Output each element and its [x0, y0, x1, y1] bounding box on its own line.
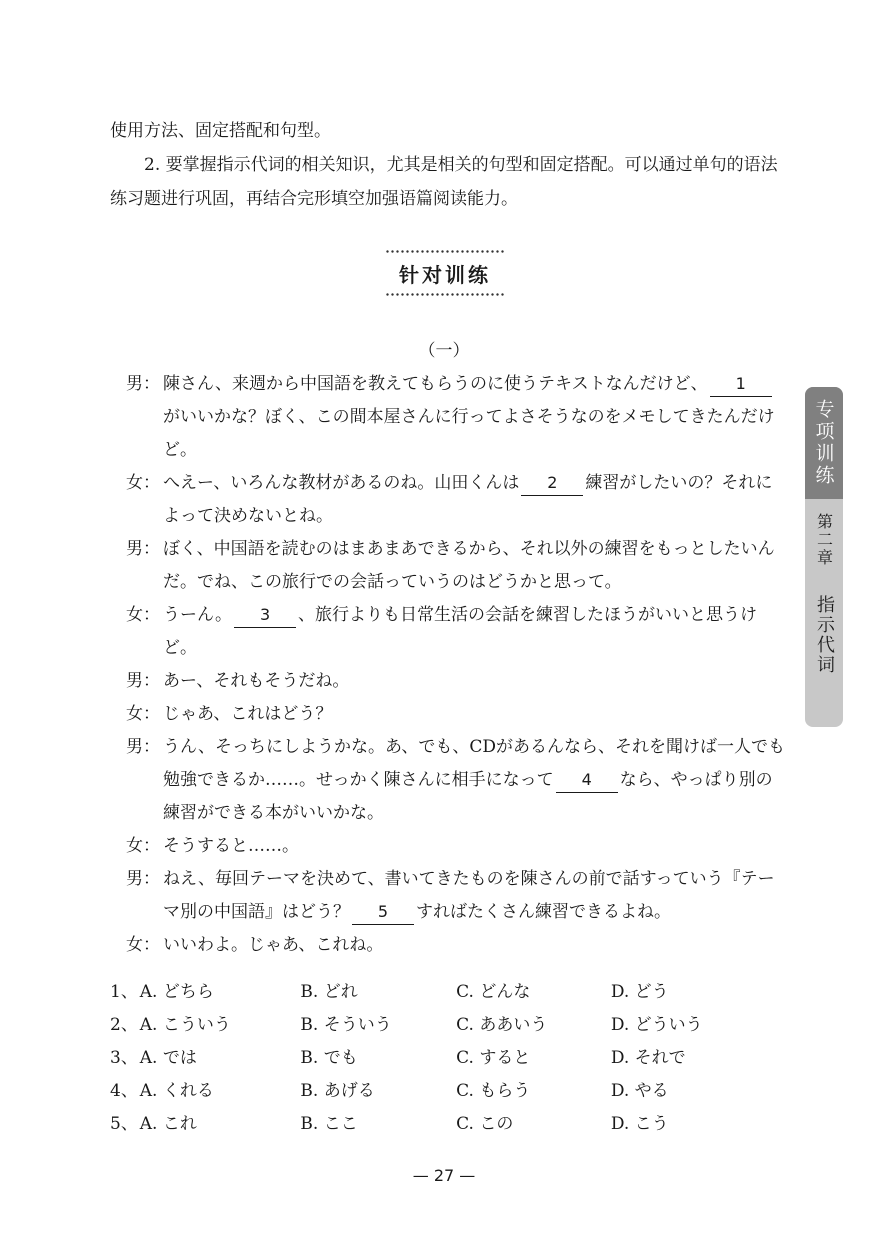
line-text: ぼく、中国語を読むのはまあまあできるから、それ以外の練習をもっとしたいんだ。でね、この旅行での会話っていうのはどうかと思って。	[163, 539, 775, 592]
line-text	[163, 599, 786, 665]
question-number: 2、	[110, 1015, 138, 1035]
dialogue-line	[126, 665, 786, 698]
option-a: A. こういう	[139, 1015, 231, 1035]
option-d: D. やる	[610, 1081, 669, 1101]
answer-options	[110, 976, 710, 1141]
line-text	[163, 467, 786, 533]
speaker: 男：	[126, 671, 160, 691]
question-number: 5、	[110, 1114, 138, 1134]
dialogue	[126, 368, 786, 962]
question-number: 4、	[110, 1081, 138, 1101]
option-b: B. ここ	[300, 1114, 358, 1134]
dialogue-line	[126, 533, 786, 599]
option-a: A. くれる	[139, 1081, 214, 1101]
dialogue-line	[126, 698, 786, 731]
option-a: A. どちら	[139, 982, 214, 1002]
speaker: 男：	[126, 737, 160, 757]
line-text-after: 、旅行よりも日常生活の会話を練習したほうがいいと思うけど。	[163, 605, 758, 658]
blank-1: 1	[710, 372, 772, 397]
line-text	[163, 863, 786, 929]
line-text-before: 陳さん、来週から中国語を教えてもらうのに使うテキストなんだけど、	[163, 374, 708, 394]
chapter-side-tab	[805, 387, 843, 727]
speaker: 女：	[126, 704, 160, 724]
option-c: C. ああいう	[456, 1015, 548, 1035]
blank-4: 4	[556, 768, 618, 793]
line-text: じゃあ、これはどう？	[163, 704, 333, 724]
option-b: B. そういう	[300, 1015, 392, 1035]
speaker: 女：	[126, 836, 160, 856]
option-c: C. すると	[456, 1048, 531, 1068]
option-c: C. もらう	[456, 1081, 531, 1101]
tab-topic: 指示代词	[814, 595, 835, 675]
dialogue-line	[126, 467, 786, 533]
line-text-before: うん、そっちにしようかな。あ、でも、CDがあるんなら、それを聞けば一人でも勉強できるか……。せっかく陳さんに相手になって	[163, 737, 785, 790]
option-d: D. どう	[610, 982, 669, 1002]
line-text-after: 練習がしたいの？それによって決めないとね。	[163, 473, 773, 526]
option-row	[110, 1042, 710, 1075]
dialogue-line	[126, 929, 786, 962]
line-text: そうすると……。	[163, 836, 299, 856]
dialogue-line	[126, 731, 786, 830]
dialogue-line	[126, 599, 786, 665]
speaker: 男：	[126, 539, 160, 559]
option-c: C. どんな	[456, 982, 531, 1002]
speaker: 男：	[126, 374, 160, 394]
part-label: （一）	[418, 341, 470, 361]
line-text: あー、それもそうだね。	[163, 671, 350, 691]
tab-chapter: 第二章	[814, 513, 834, 567]
line-text-after: すればたくさん練習できるよね。	[416, 902, 671, 922]
blank-2: 2	[521, 471, 583, 496]
tab-category: 专项训练	[805, 387, 843, 499]
option-c: C. この	[456, 1114, 514, 1134]
line-text-after: なら、やっぱり別の練習ができる本がいいかな。	[163, 770, 773, 823]
dialogue-line	[126, 830, 786, 863]
option-b: B. でも	[300, 1048, 358, 1068]
option-row	[110, 1108, 710, 1141]
question-number: 3、	[110, 1048, 138, 1068]
speaker: 男：	[126, 869, 160, 889]
option-a: A. これ	[139, 1114, 197, 1134]
speaker: 女：	[126, 473, 160, 493]
dialogue-line	[126, 368, 786, 467]
dialogue-line	[126, 863, 786, 929]
section-title: 针对训练	[385, 250, 505, 296]
blank-3: 3	[234, 603, 296, 628]
option-a: A. では	[139, 1048, 197, 1068]
question-number: 1、	[110, 982, 138, 1002]
option-d: D. それで	[610, 1048, 686, 1068]
option-d: D. どういう	[610, 1015, 703, 1035]
option-row	[110, 976, 710, 1009]
option-row	[110, 1075, 710, 1108]
line-text: いいわよ。じゃあ、これね。	[163, 935, 384, 955]
intro-line-2: 2. 要掌握指示代词的相关知识，尤其是相关的句型和固定搭配。可以通过单句的语法练习题进行巩固，再结合完形填空加强语篇阅读能力。	[110, 155, 778, 209]
line-text-before: へえー、いろんな教材があるのね。山田くんは	[163, 473, 520, 493]
intro-line-1: 使用方法、固定搭配和句型。	[110, 121, 331, 141]
line-text-after: がいいかな？ぼく、この間本屋さんに行ってよさそうなのをメモしてきたんだけど。	[163, 407, 775, 460]
page-number: — 27 —	[412, 1166, 476, 1185]
line-text	[163, 731, 786, 830]
line-text	[163, 368, 786, 467]
line-text-before: うーん。	[163, 605, 233, 625]
speaker: 女：	[126, 935, 160, 955]
option-b: B. どれ	[300, 982, 358, 1002]
blank-5: 5	[352, 900, 414, 925]
option-d: D. こう	[610, 1114, 669, 1134]
option-b: B. あげる	[300, 1081, 375, 1101]
option-row	[110, 1009, 710, 1042]
speaker: 女：	[126, 605, 160, 625]
line-text-before: ねえ、毎回テーマを決めて、書いてきたものを陳さんの前で話すっていう『テーマ別の中国語』はどう？	[163, 869, 775, 922]
